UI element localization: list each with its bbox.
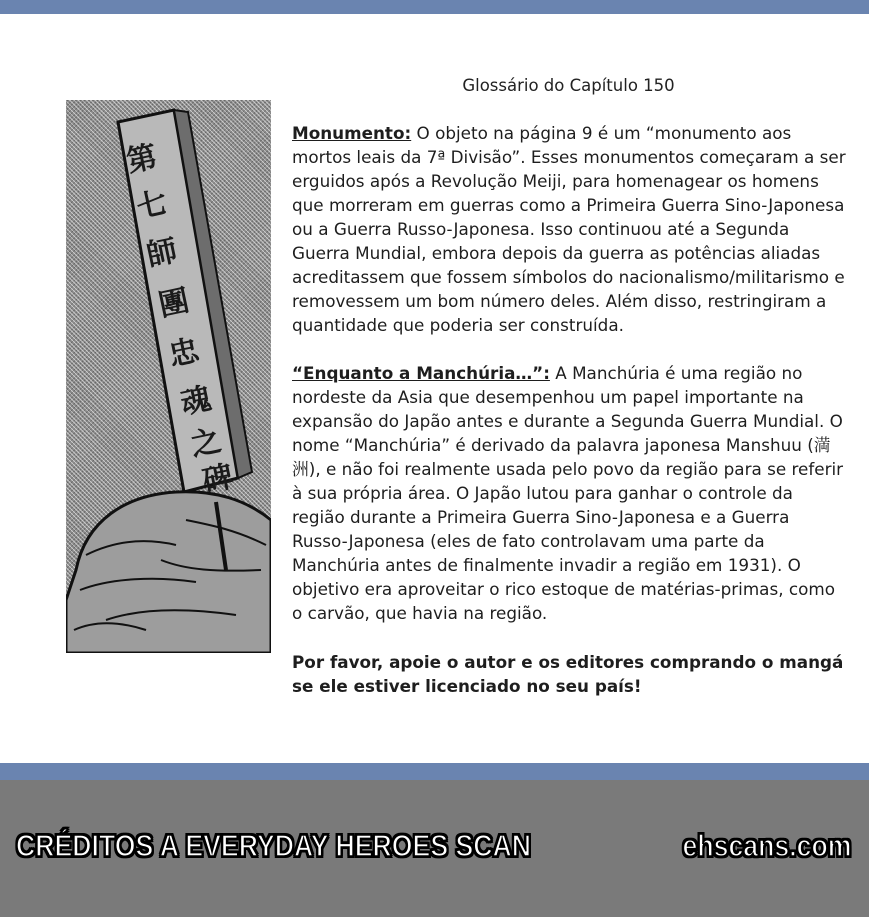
credits-text: CRÉDITOS A EVERYDAY HEROES SCAN — [16, 828, 532, 863]
top-band — [0, 0, 869, 14]
divider-band — [0, 763, 869, 780]
credits-footer — [0, 780, 869, 917]
glossary-entry-manchuria — [292, 361, 847, 625]
inscription-char: 第 — [123, 139, 161, 180]
inscription-char: 魂 — [177, 381, 215, 422]
site-link[interactable]: ehscans.com — [682, 828, 851, 863]
inscription-char: 師 — [143, 233, 181, 274]
glossary-title: Glossário do Capítulo 150 — [462, 76, 675, 95]
inscription-char: 七 — [133, 185, 171, 226]
glossary-entry-monumento — [292, 121, 847, 337]
glossary-page — [0, 14, 869, 763]
support-note: Por favor, apoie o autor e os editores comprando o mangá se ele estiver licenciado no seu país! — [292, 652, 844, 696]
glossary-definition: O objeto na página 9 é um “monumento aos mortos leais da 7ª Divisão”. Esses monumentos começaram a ser erguidos após a Revolução Meiji, para homenagear os homens que morreram em guerras como a Primeira Guerra Sino-Japonesa ou a Guerra Russo-Japonesa. Isso continuou até a Segunda Guerra Mundial, embora depois da guerra as potências aliadas acreditassem que fossem símbolos do nacionalismo/militarismo e removessem um bom número deles. Além disso, restringiram a quantidade que poderia ser construída. — [292, 123, 846, 335]
inscription-char: 之 — [187, 423, 225, 464]
glossary-term: “Enquanto a Manchúria…”: — [292, 363, 550, 383]
glossary-term: Monumento: — [292, 123, 412, 143]
monument-illustration — [66, 100, 271, 653]
inscription-char: 忠 — [165, 333, 203, 374]
inscription-char: 碑 — [199, 459, 237, 500]
glossary-entries — [292, 121, 847, 649]
inscription-char: 團 — [155, 283, 193, 324]
glossary-definition: A Manchúria é uma região no nordeste da Asia que desempenhou um papel importante na expansão do Japão antes e durante a Segunda Guerra Mundial. O nome “Manchúria” é derivado da palavra japonesa Manshuu (満洲), e não foi realmente usada pelo povo da região para se referir à sua própria área. O Japão lutou para ganhar o controle da região durante a Primeira Guerra Sino-Japonesa e a Guerra Russo-Japonesa (eles de fato controlavam uma parte da Manchúria antes de finalmente invadir a região em 1931). O objetivo era aproveitar o rico estoque de matérias-primas, como o carvão, que havia na região. — [292, 363, 844, 623]
